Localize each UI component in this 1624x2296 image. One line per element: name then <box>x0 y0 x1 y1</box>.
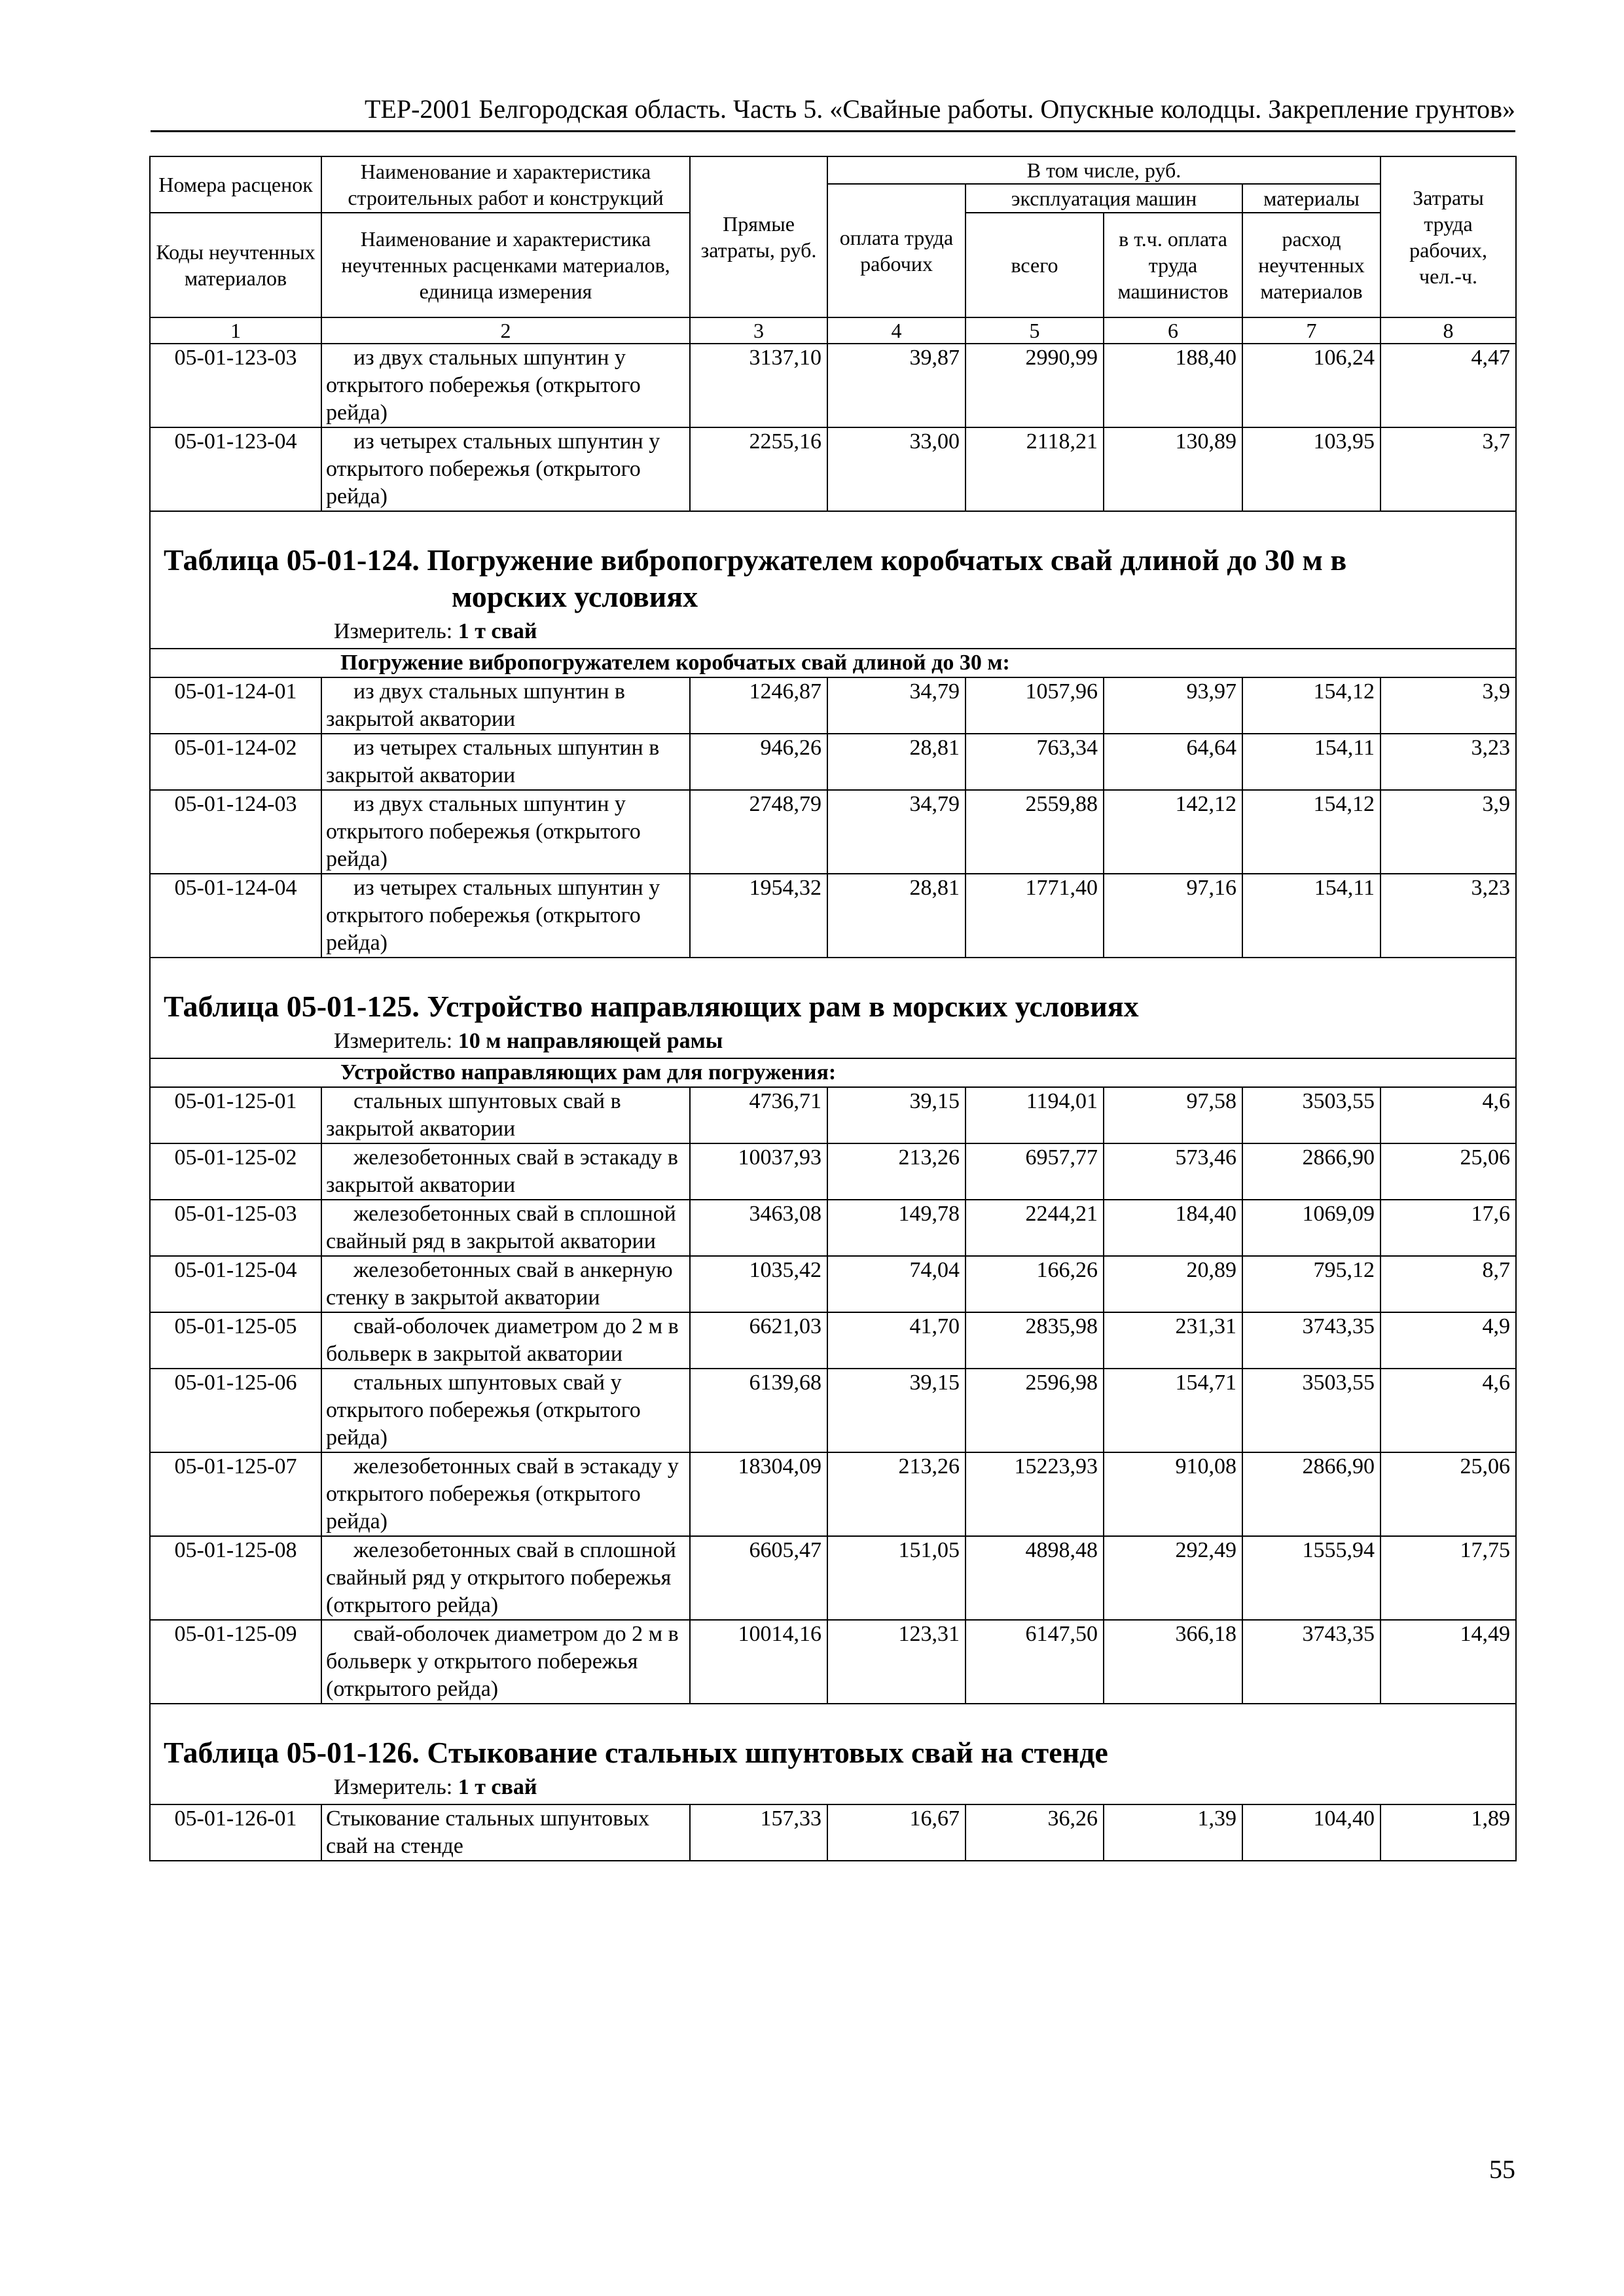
machines-total-cell: 1194,01 <box>965 1087 1104 1143</box>
materials-cell: 1069,09 <box>1242 1200 1380 1256</box>
rate-name-cell <box>321 1536 690 1620</box>
rate-name-cell <box>321 677 690 734</box>
direct-cost-cell: 157,33 <box>690 1804 827 1861</box>
materials-cell: 154,11 <box>1242 874 1380 958</box>
rate-name-cell <box>321 1620 690 1704</box>
table-row <box>150 1620 1516 1704</box>
labor-hours-cell: 3,23 <box>1380 734 1516 790</box>
direct-cost-cell: 6621,03 <box>690 1312 827 1369</box>
materials-cell: 3503,55 <box>1242 1087 1380 1143</box>
labor-pay-cell: 28,81 <box>827 874 965 958</box>
materials-cell: 3743,35 <box>1242 1312 1380 1369</box>
group-title: Устройство направляющих рам для погружения: <box>150 1058 1516 1087</box>
rate-name-text: из двух стальных шпунтин в закрытой акватории <box>326 679 625 731</box>
labor-pay-cell: 39,87 <box>827 344 965 427</box>
operators-pay-cell: 64,64 <box>1104 734 1242 790</box>
section-heading-cell <box>150 1704 1516 1804</box>
table-row <box>150 1200 1516 1256</box>
labor-pay-cell: 149,78 <box>827 1200 965 1256</box>
table-row <box>150 344 1516 427</box>
section-title-line: Таблица 05-01-126. Стыкование стальных шпунтовых свай на стенде <box>164 1736 1108 1769</box>
rate-code-cell: 05-01-124-03 <box>150 790 321 874</box>
labor-pay-cell: 39,15 <box>827 1369 965 1452</box>
rate-name-text: стальных шпунтовых свай в закрытой акватории <box>326 1089 621 1141</box>
col-head-labor-cost: Затраты труда рабочих, чел.-ч. <box>1380 156 1516 317</box>
labor-pay-cell: 33,00 <box>827 427 965 511</box>
rate-name-cell <box>321 1087 690 1143</box>
labor-pay-cell: 213,26 <box>827 1143 965 1200</box>
direct-cost-cell: 3463,08 <box>690 1200 827 1256</box>
materials-cell: 795,12 <box>1242 1256 1380 1312</box>
direct-cost-cell: 4736,71 <box>690 1087 827 1143</box>
rate-code-cell: 05-01-125-03 <box>150 1200 321 1256</box>
group-row <box>150 649 1516 677</box>
labor-hours-cell: 3,9 <box>1380 677 1516 734</box>
materials-cell: 106,24 <box>1242 344 1380 427</box>
group-row <box>150 1058 1516 1087</box>
rate-code-cell: 05-01-125-08 <box>150 1536 321 1620</box>
col-head-labor-pay: оплата труда рабочих <box>827 184 965 317</box>
col-head-unaccounted-name: Наименование и характеристика неучтенных расценками материалов, единица измерения <box>321 213 690 317</box>
rate-code-cell: 05-01-125-02 <box>150 1143 321 1200</box>
direct-cost-cell: 3137,10 <box>690 344 827 427</box>
rate-name-cell <box>321 427 690 511</box>
labor-pay-cell: 34,79 <box>827 790 965 874</box>
table-row <box>150 734 1516 790</box>
machines-total-cell: 15223,93 <box>965 1452 1104 1536</box>
direct-cost-cell: 18304,09 <box>690 1452 827 1536</box>
labor-pay-cell: 151,05 <box>827 1536 965 1620</box>
machines-total-cell: 36,26 <box>965 1804 1104 1861</box>
labor-hours-cell: 4,47 <box>1380 344 1516 427</box>
rate-name-text: железобетонных свай в анкерную стенку в закрытой акватории <box>326 1258 673 1310</box>
measure-value: 1 т свай <box>458 1775 537 1799</box>
rate-name-text: из двух стальных шпунтин у открытого побережья (открытого рейда) <box>326 792 641 871</box>
materials-cell: 1555,94 <box>1242 1536 1380 1620</box>
rate-code-cell: 05-01-123-04 <box>150 427 321 511</box>
table-row <box>150 1536 1516 1620</box>
rate-name-text: из четырех стальных шпунтин у открытого побережья (открытого рейда) <box>326 876 660 955</box>
rate-name-text: железобетонных свай в сплошной свайный ряд у открытого побережья (открытого рейда) <box>326 1538 676 1617</box>
direct-cost-cell: 1246,87 <box>690 677 827 734</box>
materials-cell: 154,11 <box>1242 734 1380 790</box>
direct-cost-cell: 10037,93 <box>690 1143 827 1200</box>
labor-hours-cell: 17,6 <box>1380 1200 1516 1256</box>
labor-pay-cell: 39,15 <box>827 1087 965 1143</box>
table-row <box>150 874 1516 958</box>
rate-name-text: из четырех стальных шпунтин в закрытой акватории <box>326 736 660 787</box>
rate-code-cell: 05-01-125-04 <box>150 1256 321 1312</box>
direct-cost-cell: 2255,16 <box>690 427 827 511</box>
machines-total-cell: 2990,99 <box>965 344 1104 427</box>
col-number: 5 <box>965 317 1104 344</box>
rate-name-cell <box>321 1256 690 1312</box>
rate-name-text: стальных шпунтовых свай у открытого побережья (открытого рейда) <box>326 1371 641 1450</box>
materials-cell: 154,12 <box>1242 790 1380 874</box>
operators-pay-cell: 188,40 <box>1104 344 1242 427</box>
labor-hours-cell: 3,23 <box>1380 874 1516 958</box>
table-row <box>150 677 1516 734</box>
machines-total-cell: 2118,21 <box>965 427 1104 511</box>
section-title-line: морских условиях <box>452 580 698 613</box>
labor-pay-cell: 28,81 <box>827 734 965 790</box>
operators-pay-cell: 20,89 <box>1104 1256 1242 1312</box>
rate-name-cell <box>321 1143 690 1200</box>
rate-name-cell <box>321 874 690 958</box>
materials-cell: 3503,55 <box>1242 1369 1380 1452</box>
col-number: 4 <box>827 317 965 344</box>
machines-total-cell: 2244,21 <box>965 1200 1104 1256</box>
section-title <box>151 958 1515 1025</box>
rate-name-text: из двух стальных шпунтин у открытого побережья (открытого рейда) <box>326 346 641 425</box>
operators-pay-cell: 366,18 <box>1104 1620 1242 1704</box>
table-section-heading <box>150 1704 1516 1804</box>
section-heading-cell <box>150 958 1516 1058</box>
table-row <box>150 1312 1516 1369</box>
rate-name-cell <box>321 790 690 874</box>
labor-pay-cell: 213,26 <box>827 1452 965 1536</box>
machines-total-cell: 6147,50 <box>965 1620 1104 1704</box>
rate-code-cell: 05-01-125-09 <box>150 1620 321 1704</box>
rate-name-cell <box>321 1312 690 1369</box>
materials-cell: 104,40 <box>1242 1804 1380 1861</box>
table-section-heading <box>150 511 1516 649</box>
rate-code-cell: 05-01-125-06 <box>150 1369 321 1452</box>
labor-pay-cell: 34,79 <box>827 677 965 734</box>
header-rule <box>151 130 1515 132</box>
rate-code-cell: 05-01-124-02 <box>150 734 321 790</box>
group-title: Погружение вибропогружателем коробчатых свай длиной до 30 м: <box>150 649 1516 677</box>
page-header-title: ТЕР-2001 Белгородская область. Часть 5. «Свайные работы. Опускные колодцы. Закрепление грунтов» <box>364 94 1515 124</box>
operators-pay-cell: 130,89 <box>1104 427 1242 511</box>
col-head-machines: эксплуатация машин <box>965 184 1242 213</box>
operators-pay-cell: 573,46 <box>1104 1143 1242 1200</box>
rate-name-text: железобетонных свай в эстакаду в закрытой акватории <box>326 1145 678 1197</box>
labor-pay-cell: 41,70 <box>827 1312 965 1369</box>
labor-hours-cell: 1,89 <box>1380 1804 1516 1861</box>
rate-name-text: железобетонных свай в сплошной свайный ряд в закрытой акватории <box>326 1202 676 1253</box>
machines-total-cell: 2596,98 <box>965 1369 1104 1452</box>
col-head-operators-pay: в т.ч. оплата труда машинистов <box>1104 213 1242 317</box>
rate-code-cell: 05-01-125-07 <box>150 1452 321 1536</box>
section-title-line: Таблица 05-01-125. Устройство направляющих рам в морских условиях <box>164 990 1139 1023</box>
col-head-unaccounted-materials: расход неучтенных материалов <box>1242 213 1380 317</box>
machines-total-cell: 2559,88 <box>965 790 1104 874</box>
col-head-codes: Номера расценок <box>150 156 321 213</box>
operators-pay-cell: 1,39 <box>1104 1804 1242 1861</box>
measure-unit <box>151 1771 1515 1804</box>
machines-total-cell: 166,26 <box>965 1256 1104 1312</box>
table-row <box>150 427 1516 511</box>
operators-pay-cell: 910,08 <box>1104 1452 1242 1536</box>
materials-cell: 154,12 <box>1242 677 1380 734</box>
operators-pay-cell: 97,16 <box>1104 874 1242 958</box>
table-row <box>150 790 1516 874</box>
col-number: 2 <box>321 317 690 344</box>
table-row <box>150 1452 1516 1536</box>
direct-cost-cell: 6139,68 <box>690 1369 827 1452</box>
operators-pay-cell: 97,58 <box>1104 1087 1242 1143</box>
rate-name-cell <box>321 1452 690 1536</box>
rate-name-cell <box>321 734 690 790</box>
col-head-name: Наименование и характеристика строительных работ и конструкций <box>321 156 690 213</box>
measure-value: 1 т свай <box>458 619 537 643</box>
col-number: 3 <box>690 317 827 344</box>
direct-cost-cell: 10014,16 <box>690 1620 827 1704</box>
machines-total-cell: 2835,98 <box>965 1312 1104 1369</box>
labor-hours-cell: 4,6 <box>1380 1369 1516 1452</box>
rate-code-cell: 05-01-126-01 <box>150 1804 321 1861</box>
direct-cost-cell: 1035,42 <box>690 1256 827 1312</box>
rates-table <box>149 156 1517 1861</box>
table-row <box>150 1087 1516 1143</box>
rate-code-cell: 05-01-124-01 <box>150 677 321 734</box>
labor-pay-cell: 16,67 <box>827 1804 965 1861</box>
labor-hours-cell: 8,7 <box>1380 1256 1516 1312</box>
col-head-unaccounted-codes: Коды неучтенных материалов <box>150 213 321 317</box>
labor-pay-cell: 123,31 <box>827 1620 965 1704</box>
rate-code-cell: 05-01-124-04 <box>150 874 321 958</box>
col-number: 1 <box>150 317 321 344</box>
machines-total-cell: 4898,48 <box>965 1536 1104 1620</box>
col-number: 7 <box>1242 317 1380 344</box>
rate-name-text: свай-оболочек диаметром до 2 м в больверк в закрытой акватории <box>326 1314 679 1366</box>
operators-pay-cell: 142,12 <box>1104 790 1242 874</box>
col-number: 6 <box>1104 317 1242 344</box>
machines-total-cell: 6957,77 <box>965 1143 1104 1200</box>
section-heading-cell <box>150 511 1516 649</box>
table-row <box>150 1804 1516 1861</box>
operators-pay-cell: 93,97 <box>1104 677 1242 734</box>
operators-pay-cell: 292,49 <box>1104 1536 1242 1620</box>
labor-hours-cell: 4,6 <box>1380 1087 1516 1143</box>
rate-name-text: из четырех стальных шпунтин у открытого побережья (открытого рейда) <box>326 429 660 509</box>
page-number: 55 <box>1489 2155 1515 2184</box>
section-title <box>151 1704 1515 1771</box>
labor-hours-cell: 3,7 <box>1380 427 1516 511</box>
labor-hours-cell: 3,9 <box>1380 790 1516 874</box>
operators-pay-cell: 154,71 <box>1104 1369 1242 1452</box>
measure-unit <box>151 615 1515 648</box>
materials-cell: 3743,35 <box>1242 1620 1380 1704</box>
rate-name-cell <box>321 1369 690 1452</box>
labor-hours-cell: 14,49 <box>1380 1620 1516 1704</box>
measure-label: Измеритель: <box>334 619 453 643</box>
col-head-direct: Прямые затраты, руб. <box>690 156 827 317</box>
col-head-materials: материалы <box>1242 184 1380 213</box>
col-head-incl: В том числе, руб. <box>827 156 1380 184</box>
rate-code-cell: 05-01-125-05 <box>150 1312 321 1369</box>
table-section-heading <box>150 958 1516 1058</box>
operators-pay-cell: 184,40 <box>1104 1200 1242 1256</box>
materials-cell: 103,95 <box>1242 427 1380 511</box>
measure-value: 10 м направляющей рамы <box>458 1029 723 1053</box>
col-number: 8 <box>1380 317 1516 344</box>
machines-total-cell: 1057,96 <box>965 677 1104 734</box>
labor-hours-cell: 25,06 <box>1380 1452 1516 1536</box>
section-title <box>151 512 1515 615</box>
col-head-machines-total: всего <box>965 213 1104 317</box>
rate-name-text: железобетонных свай в эстакаду у открытого побережья (открытого рейда) <box>326 1454 679 1534</box>
machines-total-cell: 1771,40 <box>965 874 1104 958</box>
section-title-line: Таблица 05-01-124. Погружение вибропогружателем коробчатых свай длиной до 30 м в <box>164 543 1347 577</box>
direct-cost-cell: 2748,79 <box>690 790 827 874</box>
table-row <box>150 1143 1516 1200</box>
rate-name-text: свай-оболочек диаметром до 2 м в больверк у открытого побережья (открытого рейда) <box>326 1622 679 1701</box>
materials-cell: 2866,90 <box>1242 1143 1380 1200</box>
rate-name-cell <box>321 1200 690 1256</box>
column-numbers-row <box>150 317 1516 344</box>
rate-name-text: Стыкование стальных шпунтовых свай на стенде <box>326 1806 650 1858</box>
measure-label: Измеритель: <box>334 1775 453 1799</box>
labor-hours-cell: 25,06 <box>1380 1143 1516 1200</box>
direct-cost-cell: 946,26 <box>690 734 827 790</box>
rate-name-cell <box>321 1804 690 1861</box>
direct-cost-cell: 6605,47 <box>690 1536 827 1620</box>
machines-total-cell: 763,34 <box>965 734 1104 790</box>
rate-code-cell: 05-01-123-03 <box>150 344 321 427</box>
direct-cost-cell: 1954,32 <box>690 874 827 958</box>
rate-code-cell: 05-01-125-01 <box>150 1087 321 1143</box>
rate-name-cell <box>321 344 690 427</box>
measure-label: Измеритель: <box>334 1029 453 1053</box>
labor-hours-cell: 4,9 <box>1380 1312 1516 1369</box>
materials-cell: 2866,90 <box>1242 1452 1380 1536</box>
measure-unit <box>151 1025 1515 1058</box>
labor-pay-cell: 74,04 <box>827 1256 965 1312</box>
table-row <box>150 1256 1516 1312</box>
table-row <box>150 1369 1516 1452</box>
operators-pay-cell: 231,31 <box>1104 1312 1242 1369</box>
labor-hours-cell: 17,75 <box>1380 1536 1516 1620</box>
